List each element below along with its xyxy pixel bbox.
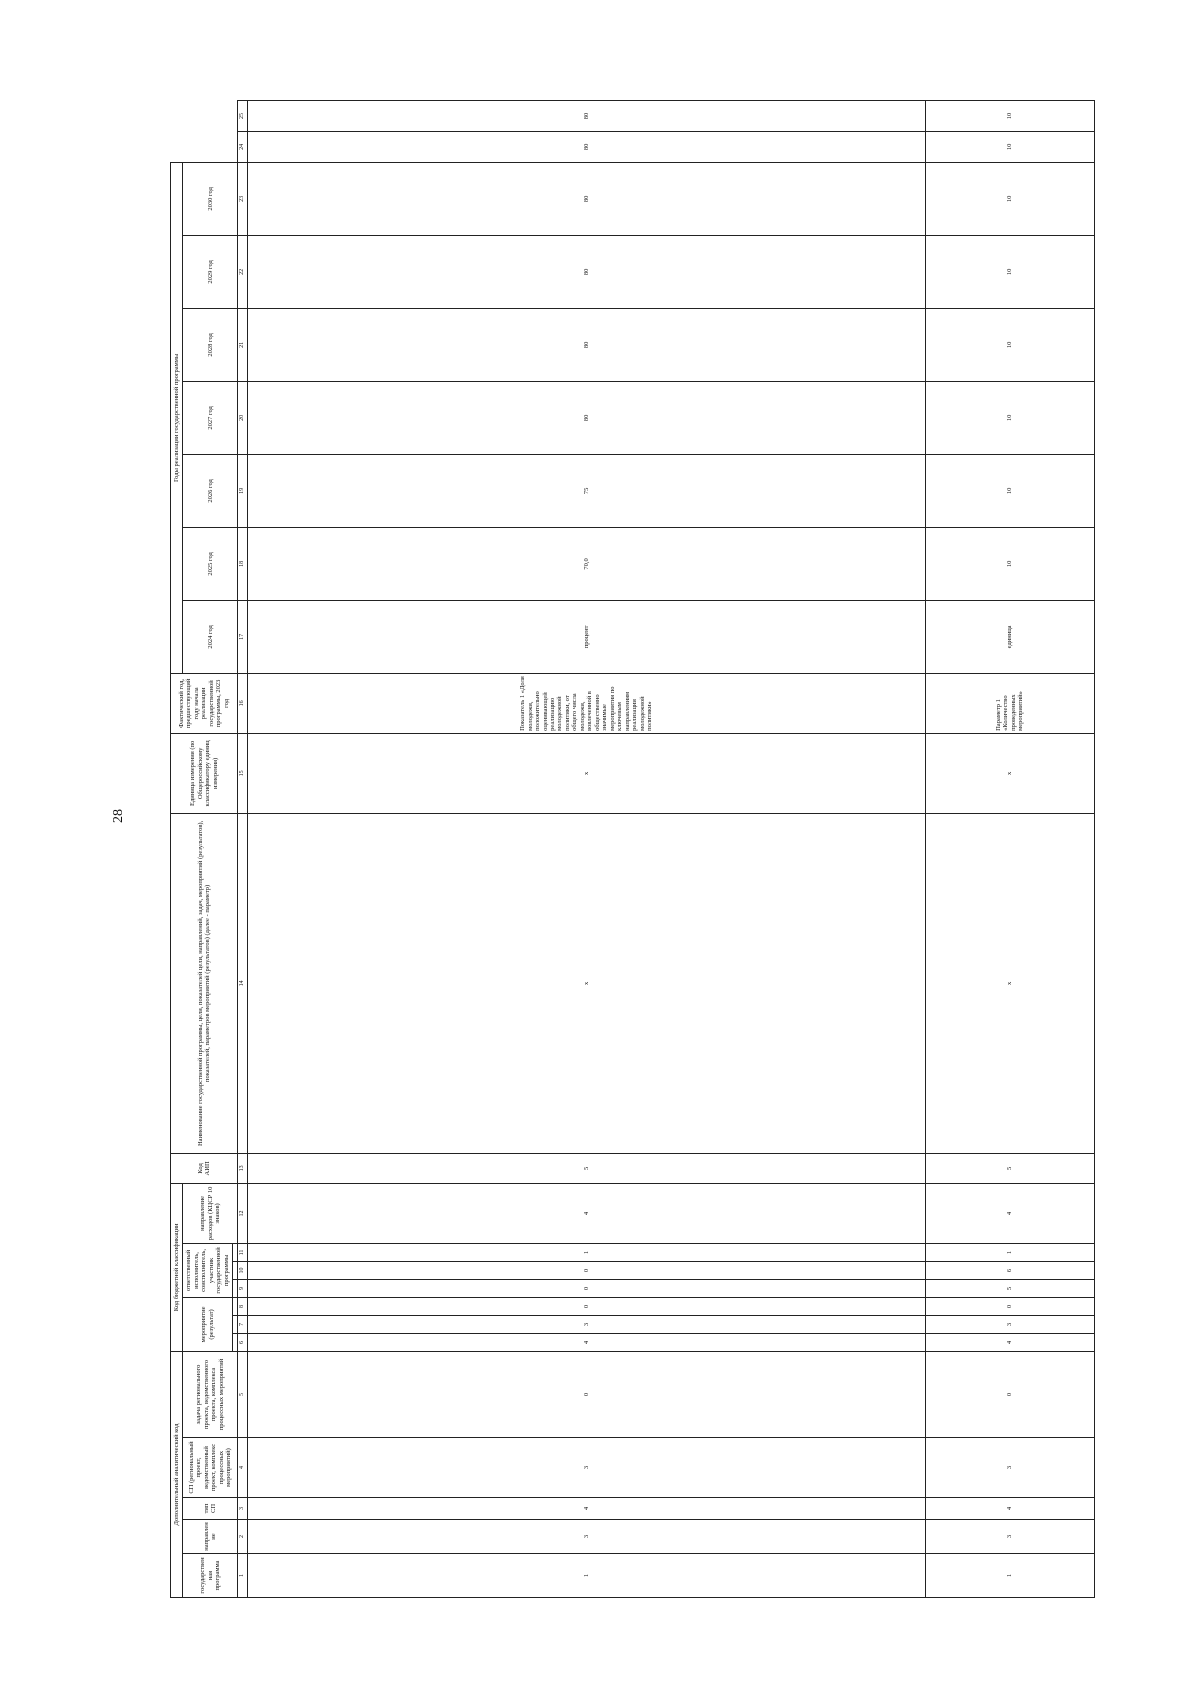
code-cell: 0 [925, 1351, 1094, 1437]
header-year-2026: 2026 год [183, 454, 238, 527]
rotated-table-sheet [170, 100, 1095, 1598]
code-cell: 0 [248, 1351, 925, 1437]
code-cell: 0 [248, 1297, 925, 1315]
header-meropr: мероприятие (результат) [183, 1297, 233, 1351]
column-number: 8 [238, 1297, 248, 1315]
code-cell: 6 [925, 1261, 1094, 1279]
code-cell: 1 [925, 1554, 1094, 1598]
header-napr: направление [183, 1520, 238, 1554]
code-cell: 3 [248, 1438, 925, 1498]
column-number: 12 [238, 1183, 248, 1243]
code-cell: 1 [248, 1243, 925, 1261]
code-cell: x [248, 733, 925, 813]
table-row [248, 101, 925, 1598]
year-value: 75 [248, 454, 925, 527]
program-table [170, 100, 1095, 1598]
row-fact: 10 [925, 527, 1094, 600]
header-tip: тип СП [183, 1498, 238, 1520]
row-name: Показатель 1 «Доля молодежи, положительно оценивающей реализацию молодежной политики, от общего числа молодежи, вовлеченной в общественно значимые мероприятия по ключевым направлениям реализации молодежной политики» [248, 673, 925, 733]
code-cell: 4 [925, 1333, 1094, 1351]
column-number: 10 [238, 1261, 248, 1279]
column-number: 7 [238, 1315, 248, 1333]
header-year-2028: 2028 год [183, 308, 238, 381]
column-number: 9 [238, 1279, 248, 1297]
year-value: 80 [248, 308, 925, 381]
header-year-2030: 2030 год [183, 162, 238, 235]
code-cell: 5 [925, 1279, 1094, 1297]
page-number: 28 [111, 809, 126, 823]
code-cell: 1 [925, 1243, 1094, 1261]
column-number: 11 [238, 1243, 248, 1261]
code-cell: 3 [925, 1520, 1094, 1554]
code-cell: 4 [925, 1498, 1094, 1520]
code-cell: 4 [248, 1183, 925, 1243]
column-number: 6 [238, 1333, 248, 1351]
header-year-2029: 2029 год [183, 235, 238, 308]
code-cell: 5 [248, 1153, 925, 1183]
header-dop-kod: Дополнительный аналитический код [171, 1351, 183, 1597]
header-napr-rash: направление расходов (КЦСР 10 знаков) [183, 1183, 238, 1243]
header-year-2024: 2024 год [183, 600, 238, 673]
row-name: Параметр 1 «Количество проведенных мероприятий» [925, 673, 1094, 733]
header-bud-kod: Код бюджетной классификации [171, 1183, 183, 1351]
code-cell: 0 [248, 1261, 925, 1279]
column-number: 13 [238, 1153, 248, 1183]
header-kod-aip: Код АИП [171, 1153, 238, 1183]
header-edinica: Единица измерения (по Общероссийскому классификатору единиц измерения) [171, 733, 238, 813]
column-number: 2 [238, 1520, 248, 1554]
row-fact: 70,0 [248, 527, 925, 600]
column-number: 22 [238, 235, 248, 308]
row-unit: единица [925, 600, 1094, 673]
column-number: 15 [238, 733, 248, 813]
header-year-2025: 2025 год [183, 527, 238, 600]
header-zadacha: задача регионального проекта, ведомственного проекта, комплекса процессных мероприятий [183, 1351, 238, 1437]
code-cell: 3 [925, 1315, 1094, 1333]
header-year-2027: 2027 год [183, 381, 238, 454]
code-cell: x [925, 813, 1094, 1153]
year-value: 10 [925, 308, 1094, 381]
year-value: 10 [925, 131, 1094, 162]
column-number: 1 [238, 1554, 248, 1598]
header-fakt: Фактический год, предшествующий году начала реализации государственной программы, 2023 год [171, 673, 238, 733]
year-value: 10 [925, 381, 1094, 454]
code-cell: 4 [248, 1333, 925, 1351]
code-cell: 0 [248, 1279, 925, 1297]
code-cell: 4 [925, 1183, 1094, 1243]
code-cell: 5 [925, 1153, 1094, 1183]
column-number: 19 [238, 454, 248, 527]
column-number: 3 [238, 1498, 248, 1520]
code-cell: x [248, 813, 925, 1153]
row-unit: процент [248, 600, 925, 673]
year-value: 10 [925, 101, 1094, 132]
header-naimenovanie: Наименование государственной программы, цели, показателей цели, направлений, задач, мероприятий (результатов), показателей, параметров мероприятий (результатов) (далее - параметр) [171, 813, 238, 1153]
year-value: 80 [248, 162, 925, 235]
header-gody: Годы реализации государственной программы [171, 162, 183, 673]
header-gp: государственная программа [183, 1554, 238, 1598]
column-number: 16 [238, 673, 248, 733]
header-otv: ответственный исполнитель, соисполнитель, участник государственной программы [183, 1243, 233, 1297]
column-number: 4 [238, 1438, 248, 1498]
year-value: 10 [925, 235, 1094, 308]
year-value: 80 [248, 101, 925, 132]
table-row [925, 101, 1094, 1598]
column-number: 17 [238, 600, 248, 673]
year-value: 10 [925, 162, 1094, 235]
code-cell: 1 [248, 1554, 925, 1598]
year-value: 80 [248, 381, 925, 454]
column-number: 25 [238, 101, 248, 132]
code-cell: 0 [925, 1297, 1094, 1315]
code-cell: 3 [248, 1315, 925, 1333]
header-sp: СП (региональный проект, ведомственный проект, комплекс процессных мероприятий) [183, 1438, 238, 1498]
column-number: 18 [238, 527, 248, 600]
column-number: 24 [238, 131, 248, 162]
column-number: 20 [238, 381, 248, 454]
column-number: 23 [238, 162, 248, 235]
year-value: 10 [925, 454, 1094, 527]
code-cell: x [925, 733, 1094, 813]
column-number: 21 [238, 308, 248, 381]
column-number: 14 [238, 813, 248, 1153]
table-body [248, 101, 1095, 1598]
code-cell: 3 [925, 1438, 1094, 1498]
column-numbers-row [238, 101, 248, 1598]
column-number: 5 [238, 1351, 248, 1437]
year-value: 80 [248, 235, 925, 308]
year-value: 80 [248, 131, 925, 162]
header-row-1 [171, 101, 183, 1598]
code-cell: 3 [248, 1520, 925, 1554]
rotated-table-wrapper [170, 100, 1095, 1598]
code-cell: 4 [248, 1498, 925, 1520]
